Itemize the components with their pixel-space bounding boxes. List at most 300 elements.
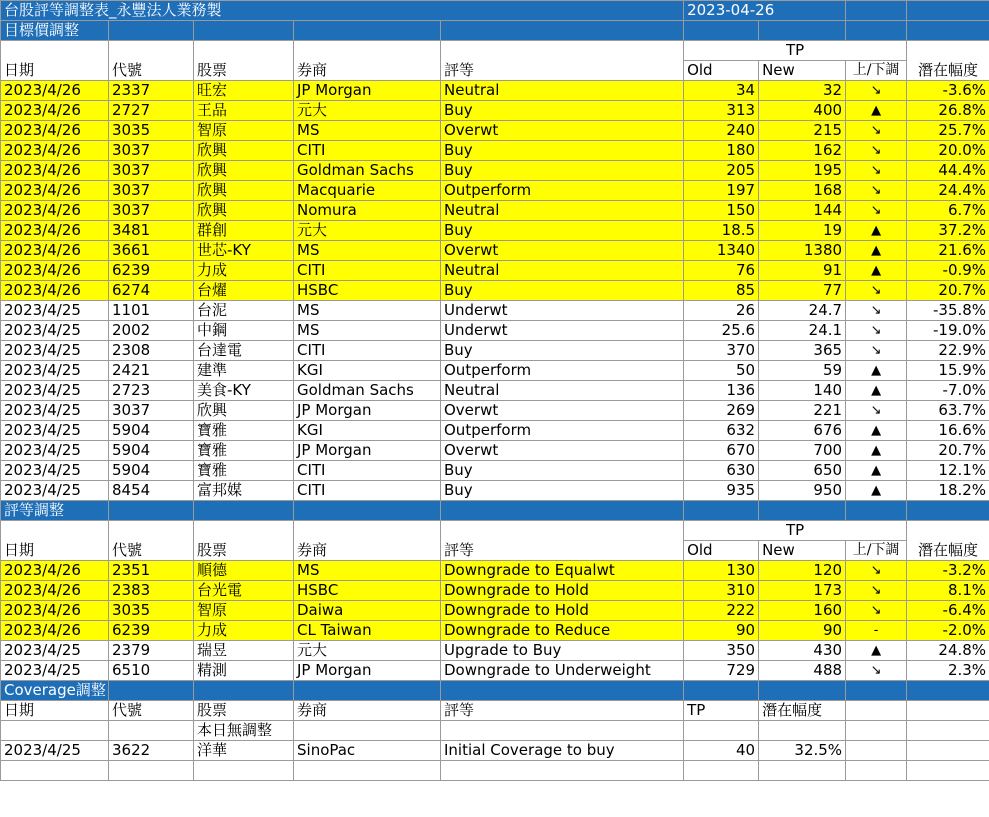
col-broker: 券商 — [294, 521, 441, 561]
cell-old: 240 — [684, 121, 759, 141]
cell-stock: 順德 — [194, 561, 294, 581]
cell-stock: 瑞昱 — [194, 641, 294, 661]
table-row — [1, 361, 989, 381]
cell-code: 6239 — [109, 261, 194, 281]
cell-potential: 8.1% — [907, 581, 989, 601]
cell-new: 400 — [759, 101, 846, 121]
cell-date: 2023/4/26 — [1, 221, 109, 241]
cell-new: 59 — [759, 361, 846, 381]
col-date: 日期 — [1, 521, 109, 561]
cell-date: 2023/4/26 — [1, 241, 109, 261]
cell-old: 85 — [684, 281, 759, 301]
cell-direction: ↘ — [846, 601, 907, 621]
cell-stock: 台達電 — [194, 341, 294, 361]
cell-old: 269 — [684, 401, 759, 421]
table-row — [1, 641, 989, 661]
cell-potential: 20.7% — [907, 281, 989, 301]
cell-rating: Buy — [441, 221, 684, 241]
sheet-title: 台股評等調整表_永豐法人業務製 — [1, 1, 684, 21]
col-code: 代號 — [109, 521, 194, 561]
col-potential: 潛在幅度 — [759, 701, 846, 721]
cell-date: 2023/4/25 — [1, 441, 109, 461]
cell-code: 8454 — [109, 481, 194, 501]
cell-code: 3037 — [109, 181, 194, 201]
cell-broker: Goldman Sachs — [294, 381, 441, 401]
cell-potential: 18.2% — [907, 481, 989, 501]
table-row — [1, 341, 989, 361]
cell-old: 136 — [684, 381, 759, 401]
col-direction: 上/下調 — [846, 61, 907, 81]
cell-broker: JP Morgan — [294, 441, 441, 461]
empty-row — [1, 761, 989, 781]
cell-new: 221 — [759, 401, 846, 421]
table-row — [1, 161, 989, 181]
cell-stock: 建準 — [194, 361, 294, 381]
cell-rating: Overwt — [441, 441, 684, 461]
cell-rating: Downgrade to Reduce — [441, 621, 684, 641]
cell-broker: KGI — [294, 361, 441, 381]
cell-potential: -2.0% — [907, 621, 989, 641]
table-row — [1, 561, 989, 581]
cell-old: 310 — [684, 581, 759, 601]
cell-broker: JP Morgan — [294, 401, 441, 421]
cell-old: 90 — [684, 621, 759, 641]
cell-direction: ↘ — [846, 321, 907, 341]
cell-rating: Initial Coverage to buy — [441, 741, 684, 761]
table-row — [1, 261, 989, 281]
cell-code: 6274 — [109, 281, 194, 301]
cell-stock: 欣興 — [194, 161, 294, 181]
cell-new: 430 — [759, 641, 846, 661]
table-row — [1, 201, 989, 221]
cell-new: 173 — [759, 581, 846, 601]
cell-date: 2023/4/25 — [1, 401, 109, 421]
cell-potential: -0.9% — [907, 261, 989, 281]
cell-broker: CITI — [294, 261, 441, 281]
cell-rating: Buy — [441, 341, 684, 361]
cell-direction: ↘ — [846, 201, 907, 221]
cell-rating: Buy — [441, 161, 684, 181]
table-row — [1, 81, 989, 101]
cell-old: 180 — [684, 141, 759, 161]
cell-rating: Buy — [441, 481, 684, 501]
cell-broker: 元大 — [294, 101, 441, 121]
section-title: 評等調整 — [1, 501, 109, 521]
col-new: New — [759, 61, 846, 81]
col-rating: 評等 — [441, 521, 684, 561]
cell-direction: ▲ — [846, 641, 907, 661]
section-title: Coverage調整 — [1, 681, 109, 701]
cell-direction: ↘ — [846, 341, 907, 361]
cell-code: 3481 — [109, 221, 194, 241]
cell-broker: MS — [294, 301, 441, 321]
cell-stock: 台光電 — [194, 581, 294, 601]
cell-stock: 智原 — [194, 121, 294, 141]
cell-code: 3661 — [109, 241, 194, 261]
cell-broker: Goldman Sachs — [294, 161, 441, 181]
cell-new: 140 — [759, 381, 846, 401]
cell-broker: JP Morgan — [294, 661, 441, 681]
cell-new: 90 — [759, 621, 846, 641]
cell-rating: Buy — [441, 461, 684, 481]
cell-old: 630 — [684, 461, 759, 481]
cell-broker: CITI — [294, 461, 441, 481]
cell-rating: Neutral — [441, 381, 684, 401]
cell-new: 1380 — [759, 241, 846, 261]
cell-code: 2308 — [109, 341, 194, 361]
cell-direction: ▲ — [846, 441, 907, 461]
cell-date: 2023/4/25 — [1, 661, 109, 681]
cell-stock: 寶雅 — [194, 421, 294, 441]
cell-rating: Outperform — [441, 181, 684, 201]
cell-date: 2023/4/26 — [1, 581, 109, 601]
cell-potential: 2.3% — [907, 661, 989, 681]
col-old: Old — [684, 541, 759, 561]
cell-old: 18.5 — [684, 221, 759, 241]
cell-code: 3037 — [109, 401, 194, 421]
cell-potential: 63.7% — [907, 401, 989, 421]
cell-old: 313 — [684, 101, 759, 121]
cell-direction: ▲ — [846, 101, 907, 121]
cell-direction: - — [846, 621, 907, 641]
cell-direction: ▲ — [846, 241, 907, 261]
col-tp: TP — [684, 41, 907, 61]
cell-stock: 欣興 — [194, 201, 294, 221]
cell-old: 670 — [684, 441, 759, 461]
cell-rating: Neutral — [441, 81, 684, 101]
cell-stock: 旺宏 — [194, 81, 294, 101]
col-old: Old — [684, 61, 759, 81]
cell-date: 2023/4/25 — [1, 461, 109, 481]
cell-code: 2379 — [109, 641, 194, 661]
cell-direction: ↘ — [846, 281, 907, 301]
col-direction: 上/下調 — [846, 541, 907, 561]
table-row — [1, 621, 989, 641]
cell-new: 19 — [759, 221, 846, 241]
cell-new: 365 — [759, 341, 846, 361]
col-tp: TP — [684, 521, 907, 541]
cell-broker: MS — [294, 121, 441, 141]
cell-potential: -3.2% — [907, 561, 989, 581]
cell-new: 488 — [759, 661, 846, 681]
cell-direction: ↘ — [846, 141, 907, 161]
cell-stock: 台泥 — [194, 301, 294, 321]
table-row — [1, 321, 989, 341]
col-broker: 券商 — [294, 41, 441, 81]
cell-potential: 20.0% — [907, 141, 989, 161]
cell-code: 1101 — [109, 301, 194, 321]
section-title: 目標價調整 — [1, 21, 109, 41]
cell-code: 6510 — [109, 661, 194, 681]
cell-old: 50 — [684, 361, 759, 381]
cell-direction: ▲ — [846, 261, 907, 281]
cell-date: 2023/4/25 — [1, 481, 109, 501]
col-potential: 潛在幅度 — [907, 41, 989, 81]
cell-code: 3037 — [109, 201, 194, 221]
cell-old: 76 — [684, 261, 759, 281]
cell-new: 950 — [759, 481, 846, 501]
cell-stock: 欣興 — [194, 401, 294, 421]
cell-date: 2023/4/25 — [1, 361, 109, 381]
cell-rating: Outperform — [441, 361, 684, 381]
col-potential: 潛在幅度 — [907, 521, 989, 561]
cell-date: 2023/4/26 — [1, 561, 109, 581]
cell-old: 935 — [684, 481, 759, 501]
cell-rating: Neutral — [441, 261, 684, 281]
cell-rating: Neutral — [441, 201, 684, 221]
cell-date: 2023/4/26 — [1, 201, 109, 221]
cell-old: 350 — [684, 641, 759, 661]
cell-old: 729 — [684, 661, 759, 681]
cell-potential: 24.8% — [907, 641, 989, 661]
table-row — [1, 401, 989, 421]
cell-stock: 中鋼 — [194, 321, 294, 341]
cell-date: 2023/4/25 — [1, 421, 109, 441]
cell-stock: 寶雅 — [194, 461, 294, 481]
cell-new: 77 — [759, 281, 846, 301]
cell-new: 168 — [759, 181, 846, 201]
table-row — [1, 421, 989, 441]
col-tp: TP — [684, 701, 759, 721]
col-code: 代號 — [109, 701, 194, 721]
cell-code: 2351 — [109, 561, 194, 581]
cell-stock: 欣興 — [194, 141, 294, 161]
cell-potential: 25.7% — [907, 121, 989, 141]
column-header-row — [1, 521, 989, 541]
cell-code: 3037 — [109, 141, 194, 161]
cell-stock: 富邦媒 — [194, 481, 294, 501]
cell-potential: 37.2% — [907, 221, 989, 241]
cell-old: 1340 — [684, 241, 759, 261]
cell-broker: MS — [294, 561, 441, 581]
cell-potential: 44.4% — [907, 161, 989, 181]
cell-direction: ▲ — [846, 481, 907, 501]
cell-date: 2023/4/25 — [1, 301, 109, 321]
table-row — [1, 101, 989, 121]
cell-old: 370 — [684, 341, 759, 361]
cell-stock: 力成 — [194, 621, 294, 641]
col-date: 日期 — [1, 41, 109, 81]
cell-direction: ↘ — [846, 661, 907, 681]
section-header-target — [1, 21, 989, 41]
cell-direction: ↘ — [846, 561, 907, 581]
col-broker: 券商 — [294, 701, 441, 721]
cell-new: 650 — [759, 461, 846, 481]
cell-potential: 21.6% — [907, 241, 989, 261]
cell-broker: MS — [294, 241, 441, 261]
table-row — [1, 221, 989, 241]
cell-rating: Overwt — [441, 401, 684, 421]
cell-direction: ▲ — [846, 381, 907, 401]
cell-stock: 世芯-KY — [194, 241, 294, 261]
cell-stock: 王品 — [194, 101, 294, 121]
table-row — [1, 141, 989, 161]
cell-old: 205 — [684, 161, 759, 181]
cell-potential: 12.1% — [907, 461, 989, 481]
no-change-row — [1, 721, 989, 741]
cell-potential: -3.6% — [907, 81, 989, 101]
cell-rating: Downgrade to Equalwt — [441, 561, 684, 581]
cell-new: 120 — [759, 561, 846, 581]
table-row — [1, 481, 989, 501]
cell-old: 150 — [684, 201, 759, 221]
cell-broker: 元大 — [294, 641, 441, 661]
cell-direction: ↘ — [846, 401, 907, 421]
cell-rating: Underwt — [441, 321, 684, 341]
cell-stock: 欣興 — [194, 181, 294, 201]
cell-new: 24.7 — [759, 301, 846, 321]
cell-rating: Downgrade to Hold — [441, 581, 684, 601]
table-row — [1, 441, 989, 461]
cell-old: 25.6 — [684, 321, 759, 341]
cell-code: 3035 — [109, 121, 194, 141]
cell-new: 700 — [759, 441, 846, 461]
cell-rating: Downgrade to Underweight — [441, 661, 684, 681]
cell-stock: 洋華 — [194, 741, 294, 761]
cell-broker: SinoPac — [294, 741, 441, 761]
table-row — [1, 581, 989, 601]
cell-broker: JP Morgan — [294, 81, 441, 101]
cell-broker: CITI — [294, 481, 441, 501]
cell-date: 2023/4/26 — [1, 101, 109, 121]
cell-date: 2023/4/25 — [1, 321, 109, 341]
cell-code: 2727 — [109, 101, 194, 121]
cell-date: 2023/4/25 — [1, 341, 109, 361]
cell-code: 5904 — [109, 461, 194, 481]
cell-stock: 精測 — [194, 661, 294, 681]
cell-broker: CITI — [294, 141, 441, 161]
cell-code: 2002 — [109, 321, 194, 341]
cell-potential: 20.7% — [907, 441, 989, 461]
cell-broker: HSBC — [294, 581, 441, 601]
cell-rating: Downgrade to Hold — [441, 601, 684, 621]
cell-rating: Upgrade to Buy — [441, 641, 684, 661]
cell-code: 3037 — [109, 161, 194, 181]
cell-new: 195 — [759, 161, 846, 181]
cell-stock: 美食-KY — [194, 381, 294, 401]
coverage-header-row — [1, 701, 989, 721]
table-row — [1, 301, 989, 321]
cell-date: 2023/4/25 — [1, 641, 109, 661]
cell-rating: Outperform — [441, 421, 684, 441]
cell-potential: 16.6% — [907, 421, 989, 441]
table-row — [1, 461, 989, 481]
cell-stock: 寶雅 — [194, 441, 294, 461]
cell-old: 197 — [684, 181, 759, 201]
cell-date: 2023/4/26 — [1, 281, 109, 301]
cell-broker: Macquarie — [294, 181, 441, 201]
cell-rating: Underwt — [441, 301, 684, 321]
cell-direction: ↘ — [846, 121, 907, 141]
cell-stock: 群創 — [194, 221, 294, 241]
cell-rating: Overwt — [441, 121, 684, 141]
section-header-coverage — [1, 681, 989, 701]
col-stock: 股票 — [194, 701, 294, 721]
cell-date: 2023/4/25 — [1, 381, 109, 401]
cell-new: 676 — [759, 421, 846, 441]
report-date: 2023-04-26 — [684, 1, 846, 21]
table-row — [1, 381, 989, 401]
cell-new: 91 — [759, 261, 846, 281]
cell-broker: Daiwa — [294, 601, 441, 621]
cell-date: 2023/4/26 — [1, 81, 109, 101]
cell-date: 2023/4/26 — [1, 121, 109, 141]
no-change-note: 本日無調整 — [194, 721, 294, 741]
cell-date: 2023/4/26 — [1, 601, 109, 621]
col-date: 日期 — [1, 701, 109, 721]
column-header-row — [1, 41, 989, 61]
cell-direction: ▲ — [846, 361, 907, 381]
cell-tp: 40 — [684, 741, 759, 761]
cell-stock: 台燿 — [194, 281, 294, 301]
cell-date: 2023/4/26 — [1, 181, 109, 201]
cell-potential: 26.8% — [907, 101, 989, 121]
cell-code: 2421 — [109, 361, 194, 381]
cell-old: 26 — [684, 301, 759, 321]
cell-code: 2337 — [109, 81, 194, 101]
cell-potential: 22.9% — [907, 341, 989, 361]
cell-broker: CL Taiwan — [294, 621, 441, 641]
col-new: New — [759, 541, 846, 561]
cell-code: 2383 — [109, 581, 194, 601]
cell-direction: ↘ — [846, 181, 907, 201]
title-row — [1, 1, 989, 21]
table-row — [1, 661, 989, 681]
table-row — [1, 241, 989, 261]
cell-direction: ↘ — [846, 161, 907, 181]
cell-broker: Nomura — [294, 201, 441, 221]
cell-new: 162 — [759, 141, 846, 161]
cell-old: 632 — [684, 421, 759, 441]
cell-date: 2023/4/25 — [1, 741, 109, 761]
cell-potential: -6.4% — [907, 601, 989, 621]
cell-broker: 元大 — [294, 221, 441, 241]
cell-code: 6239 — [109, 621, 194, 641]
table-row — [1, 281, 989, 301]
cell-new: 24.1 — [759, 321, 846, 341]
coverage-row — [1, 741, 989, 761]
cell-potential: -19.0% — [907, 321, 989, 341]
cell-potential: -35.8% — [907, 301, 989, 321]
cell-rating: Buy — [441, 101, 684, 121]
cell-code: 5904 — [109, 441, 194, 461]
cell-potential: 6.7% — [907, 201, 989, 221]
cell-code: 5904 — [109, 421, 194, 441]
cell-old: 34 — [684, 81, 759, 101]
cell-direction: ▲ — [846, 221, 907, 241]
cell-rating: Buy — [441, 281, 684, 301]
cell-old: 130 — [684, 561, 759, 581]
col-rating: 評等 — [441, 41, 684, 81]
section-header-rating — [1, 501, 989, 521]
cell-broker: KGI — [294, 421, 441, 441]
cell-potential: 32.5% — [759, 741, 846, 761]
cell-stock: 智原 — [194, 601, 294, 621]
cell-broker: HSBC — [294, 281, 441, 301]
cell-rating: Overwt — [441, 241, 684, 261]
cell-old: 222 — [684, 601, 759, 621]
cell-direction: ↘ — [846, 581, 907, 601]
col-stock: 股票 — [194, 521, 294, 561]
cell-potential: 15.9% — [907, 361, 989, 381]
cell-direction: ▲ — [846, 421, 907, 441]
cell-direction: ↘ — [846, 81, 907, 101]
table-row — [1, 181, 989, 201]
cell-direction: ↘ — [846, 301, 907, 321]
table-row — [1, 601, 989, 621]
col-rating: 評等 — [441, 701, 684, 721]
cell-date: 2023/4/26 — [1, 621, 109, 641]
